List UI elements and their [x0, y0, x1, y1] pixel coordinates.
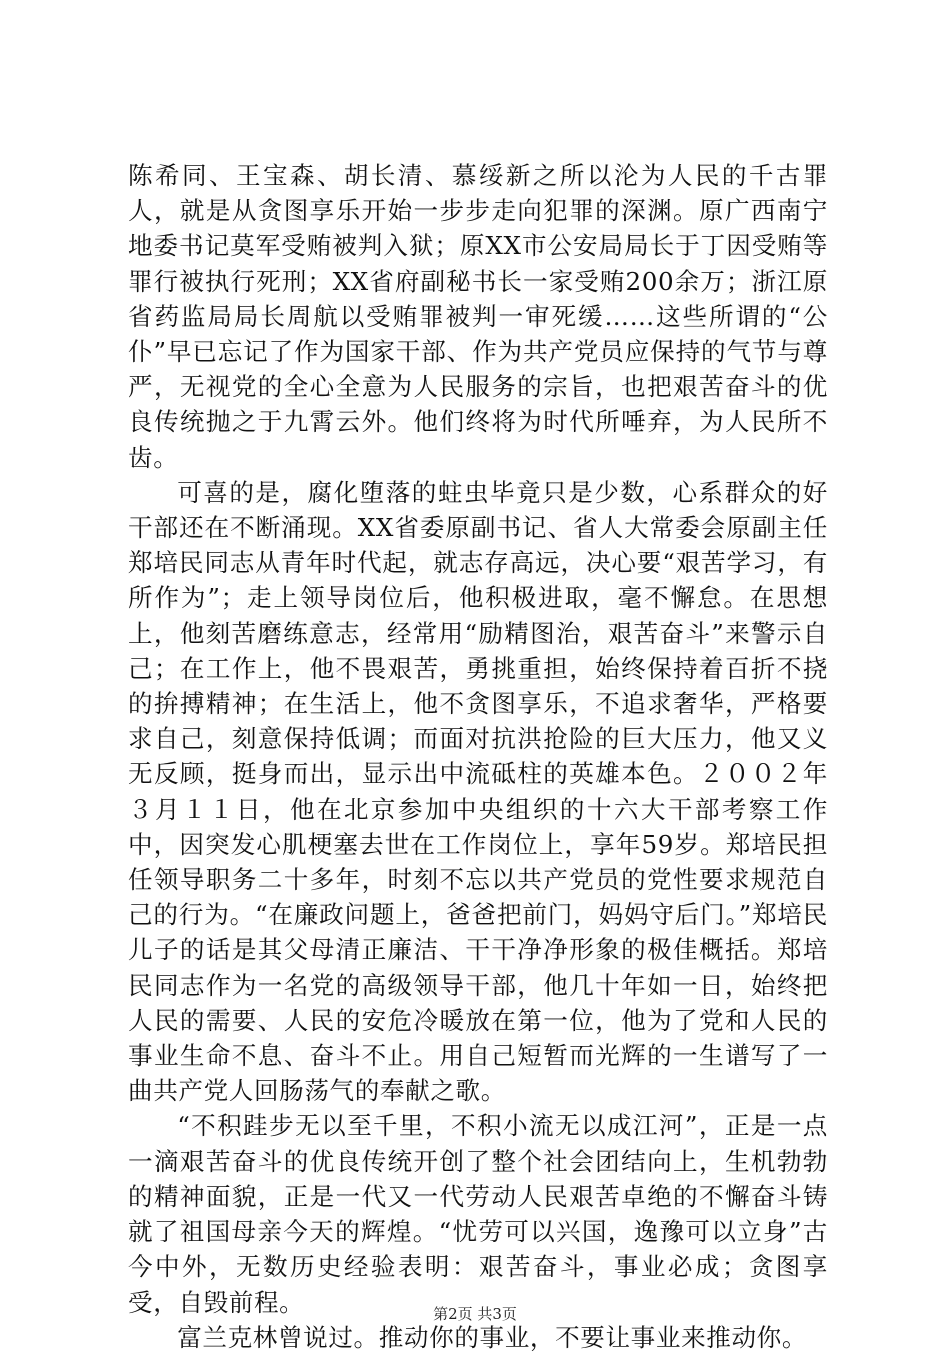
- paragraph-1: 陈希同、王宝森、胡长清、慕绥新之所以沦为人民的千古罪人，就是从贪图享乐开始一步步走向犯罪的深渊。原广西南宁地委书记莫军受贿被判入狱；原XX市公安局局长于丁因受贿等罪行被执行死刑；XX省府副秘书长一家受贿200余万；浙江原省药监局局长周航以受贿罪被判一审死缓……这些所谓的“公仆”早已忘记了作为国家干部、作为共产党员应保持的气节与尊严，无视党的全心全意为人民服务的宗旨，也把艰苦奋斗的优良传统抛之于九霄云外。他们终将为时代所唾弃，为人民所不齿。: [128, 161, 828, 472]
- paragraph-4: 富兰克林曾说过。推动你的事业，不要让事业来推动你。: [177, 1322, 808, 1352]
- document-body: [128, 158, 828, 1355]
- paragraph-2: 可喜的是，腐化堕落的蛀虫毕竟只是少数，心系群众的好干部还在不断涌现。XX省委原副书记、省人大常委会原副主任郑培民同志从青年时代起，就志存高远，决心要“艰苦学习，有所作为”；走上领导岗位后，他积极进取，毫不懈怠。在思想上，他刻苦磨练意志，经常用“励精图治，艰苦奋斗”来警示自己；在工作上，他不畏艰苦，勇挑重担，始终保持着百折不挠的拚搏精神；在生活上，他不贪图享乐，不追求奢华，严格要求自己，刻意保持低调；而面对抗洪抢险的巨大压力，他又义无反顾，挺身而出，显示出中流砥柱的英雄本色。２００２年３月１１日，他在北京参加中央组织的十六大干部考察工作中，因突发心肌梗塞去世在工作岗位上，享年59岁。郑培民担任领导职务二十多年，时刻不忘以共产党员的党性要求规范自己的行为。“在廉政问题上，爸爸把前门，妈妈守后门。”郑培民儿子的话是其父母清正廉洁、干干净净形象的极佳概括。郑培民同志作为一名党的高级领导干部，他几十年如一日，始终把人民的需要、人民的安危冷暖放在第一位，他为了党和人民的事业生命不息、奋斗不止。用自己短暂而光辉的一生谱写了一曲共产党人回肠荡气的奉献之歌。: [128, 477, 828, 1106]
- page-footer: 第2页 共3页: [433, 1305, 517, 1323]
- paragraph-3: “不积跬步无以至千里，不积小流无以成江河”，正是一点一滴艰苦奋斗的优良传统开创了整个社会团结向上，生机勃勃的精神面貌，正是一代又一代劳动人民艰苦卓绝的不懈奋斗铸就了祖国母亲今天的辉煌。“忧劳可以兴国，逸豫可以立身”古今中外，无数历史经验表明：艰苦奋斗，事业必成；贪图享受，自毁前程。: [128, 1111, 828, 1317]
